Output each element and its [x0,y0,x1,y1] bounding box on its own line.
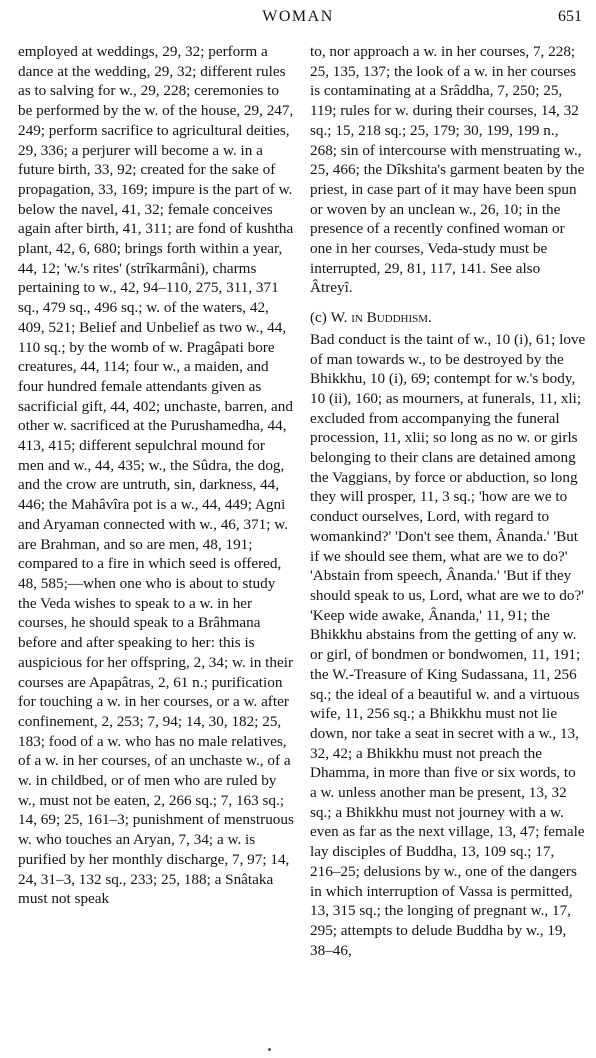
index-entry-continuation: to, nor approach a w. in her courses, 7, 228; 25, 135, 137; the look of a w. in her courses is contaminating at a Srâddha, 7, 250; 25, 119; rules for w. during their courses, 14, 32 sq.; 15, 218 sq.; 25, 179; 30, 199, 199 n., 268; sin of intercourse with menstruating w., 25, 466; the Dîkshita's garment beaten by the priest, in case part of it may have been spun or woven by an unclean w., 26, 10; in the presence of a recently confined woman or one in her courses, Veda-study must be interrupted, 29, 81, 117, 141. See also Âtreyî. [310,43,585,297]
section-heading [310,308,586,328]
running-title: WOMAN [262,8,334,25]
right-column [310,42,586,960]
section-title: W. in Buddhism. [330,309,432,327]
index-section-text: Bad conduct is the taint of w., 10 (i), 61; love of man towards w., to be destroyed by the Bhikkhu, 10 (i), 69; contempt for w.'s body, 10 (ii), 160; as mourners, at funerals, 11, xli; excluded from accompanying the funeral procession, 11, xlii; so long as no w. or girls belonging to their clans are detained among the Vaggians, by force or abduction, so long they will prosper, 11, 3 sq.; 'how are we to conduct ourselves, Lord, with regard to womankind?' 'Don't see them, Ânanda.' 'But if we should see them, what are we to do?' 'Abstain from speech, Ânanda.' 'But if they should speak to us, Lord, what are we to do?' 'Keep wide awake, Ânanda,' 11, 91; the Bhikkhu abstains from the getting of any w. or girl, of bondmen or bondwomen, 11, 191; the W.-Treasure of King Sudassana, 11, 256 sq.; the ideal of a beautiful w. and a virtuous wife, 11, 256 sq.; a Bhikkhu must not lie down, nor take a seat in secret with a w., 13, 32, 42; a Bhikkhu must not preach the Dhamma, in more than five or six words, to a w. unless another man be present, 13, 32 sq.; a Bhikkhu must not journey with a w. even as far as the next village, 13, 47; female lay disciples of Buddha, 13, 109 sq.; 17, 216–25; delusions by w., one of the dangers in which interruption of Vassa is permitted, 13, 315 sq.; the longing of pregnant w., 17, 295; attempts to delude Buddha by w., 19, 38–46, [310,330,586,959]
page-speck [268,1048,271,1051]
left-column [18,42,294,909]
index-entry-text: employed at weddings, 29, 32; perform a dance at the wedding, 29, 32; different rules as to salving for w., 29, 228; ceremonies to be performed by the w. of the house, 29, 247, 249; perform sacrifice to agricultural deities, 29, 336; a perjurer will become a w. in a future birth, 33, 92; created for the sake of propagation, 33, 169; impure is the part of w. below the navel, 41, 32; female conceives again after birth, 41, 311; are fond of kushtha plant, 42, 6, 680; brings forth within a year, 44, 12; 'w.'s rites' (strîkarmâni), charms pertaining to w., 42, 94–110, 275, 311, 371 sq., 479 sq., 496 sq.; w. of the waters, 42, 409, 521; Belief and Unbelief as two w., 44, 110 sq.; by the womb of w. Pragâpati bore creatures, 44, 114; four w., a maiden, and four hundred female attendants given as sacrificial gift, 44, 402; unchaste, barren, and other w. sacrificed at the Purushamedha, 44, 413, 415; different sepulchral mound for men and w., 44, 435; w., the Sûdra, the dog, and the crow are untruth, sin, darkness, 44, 446; the Mahâvîra pot is a w., 44, 449; Agni and Aryaman connected with w., 46, 371; w. are Brahman, and so are men, 48, 191; compared to a fire in which seed is offered, 48, 585;—when one who is about to study the Veda wishes to speak to a w. in her courses, he should speak to a Brâhmana before and after speaking to her: this is auspicious for her offspring, 2, 34; w. in their courses are Apapâtras, 2, 61 n.; purification for touching a w. in her courses, or a w. after confinement, 2, 253; 7, 94; 14, 30, 182; 25, 183; food of a w. who has no male relatives, of a w. in her courses, of an unchaste w., of a w. in childbed, or of men who are ruled by w., must not be eaten, 2, 266 sq.; 7, 163 sq.; 14, 69; 25, 161–3; punishment of menstruous w. who touches an Aryan, 7, 34; a w. is purified by her monthly discharge, 7, 97; 14, 24, 31–3, 132 sq., 233; 25, 188; a Snâtaka must not speak [18,43,294,908]
section-marker: (c) [310,309,327,327]
page-number: 651 [558,8,582,25]
page-header [0,8,596,34]
